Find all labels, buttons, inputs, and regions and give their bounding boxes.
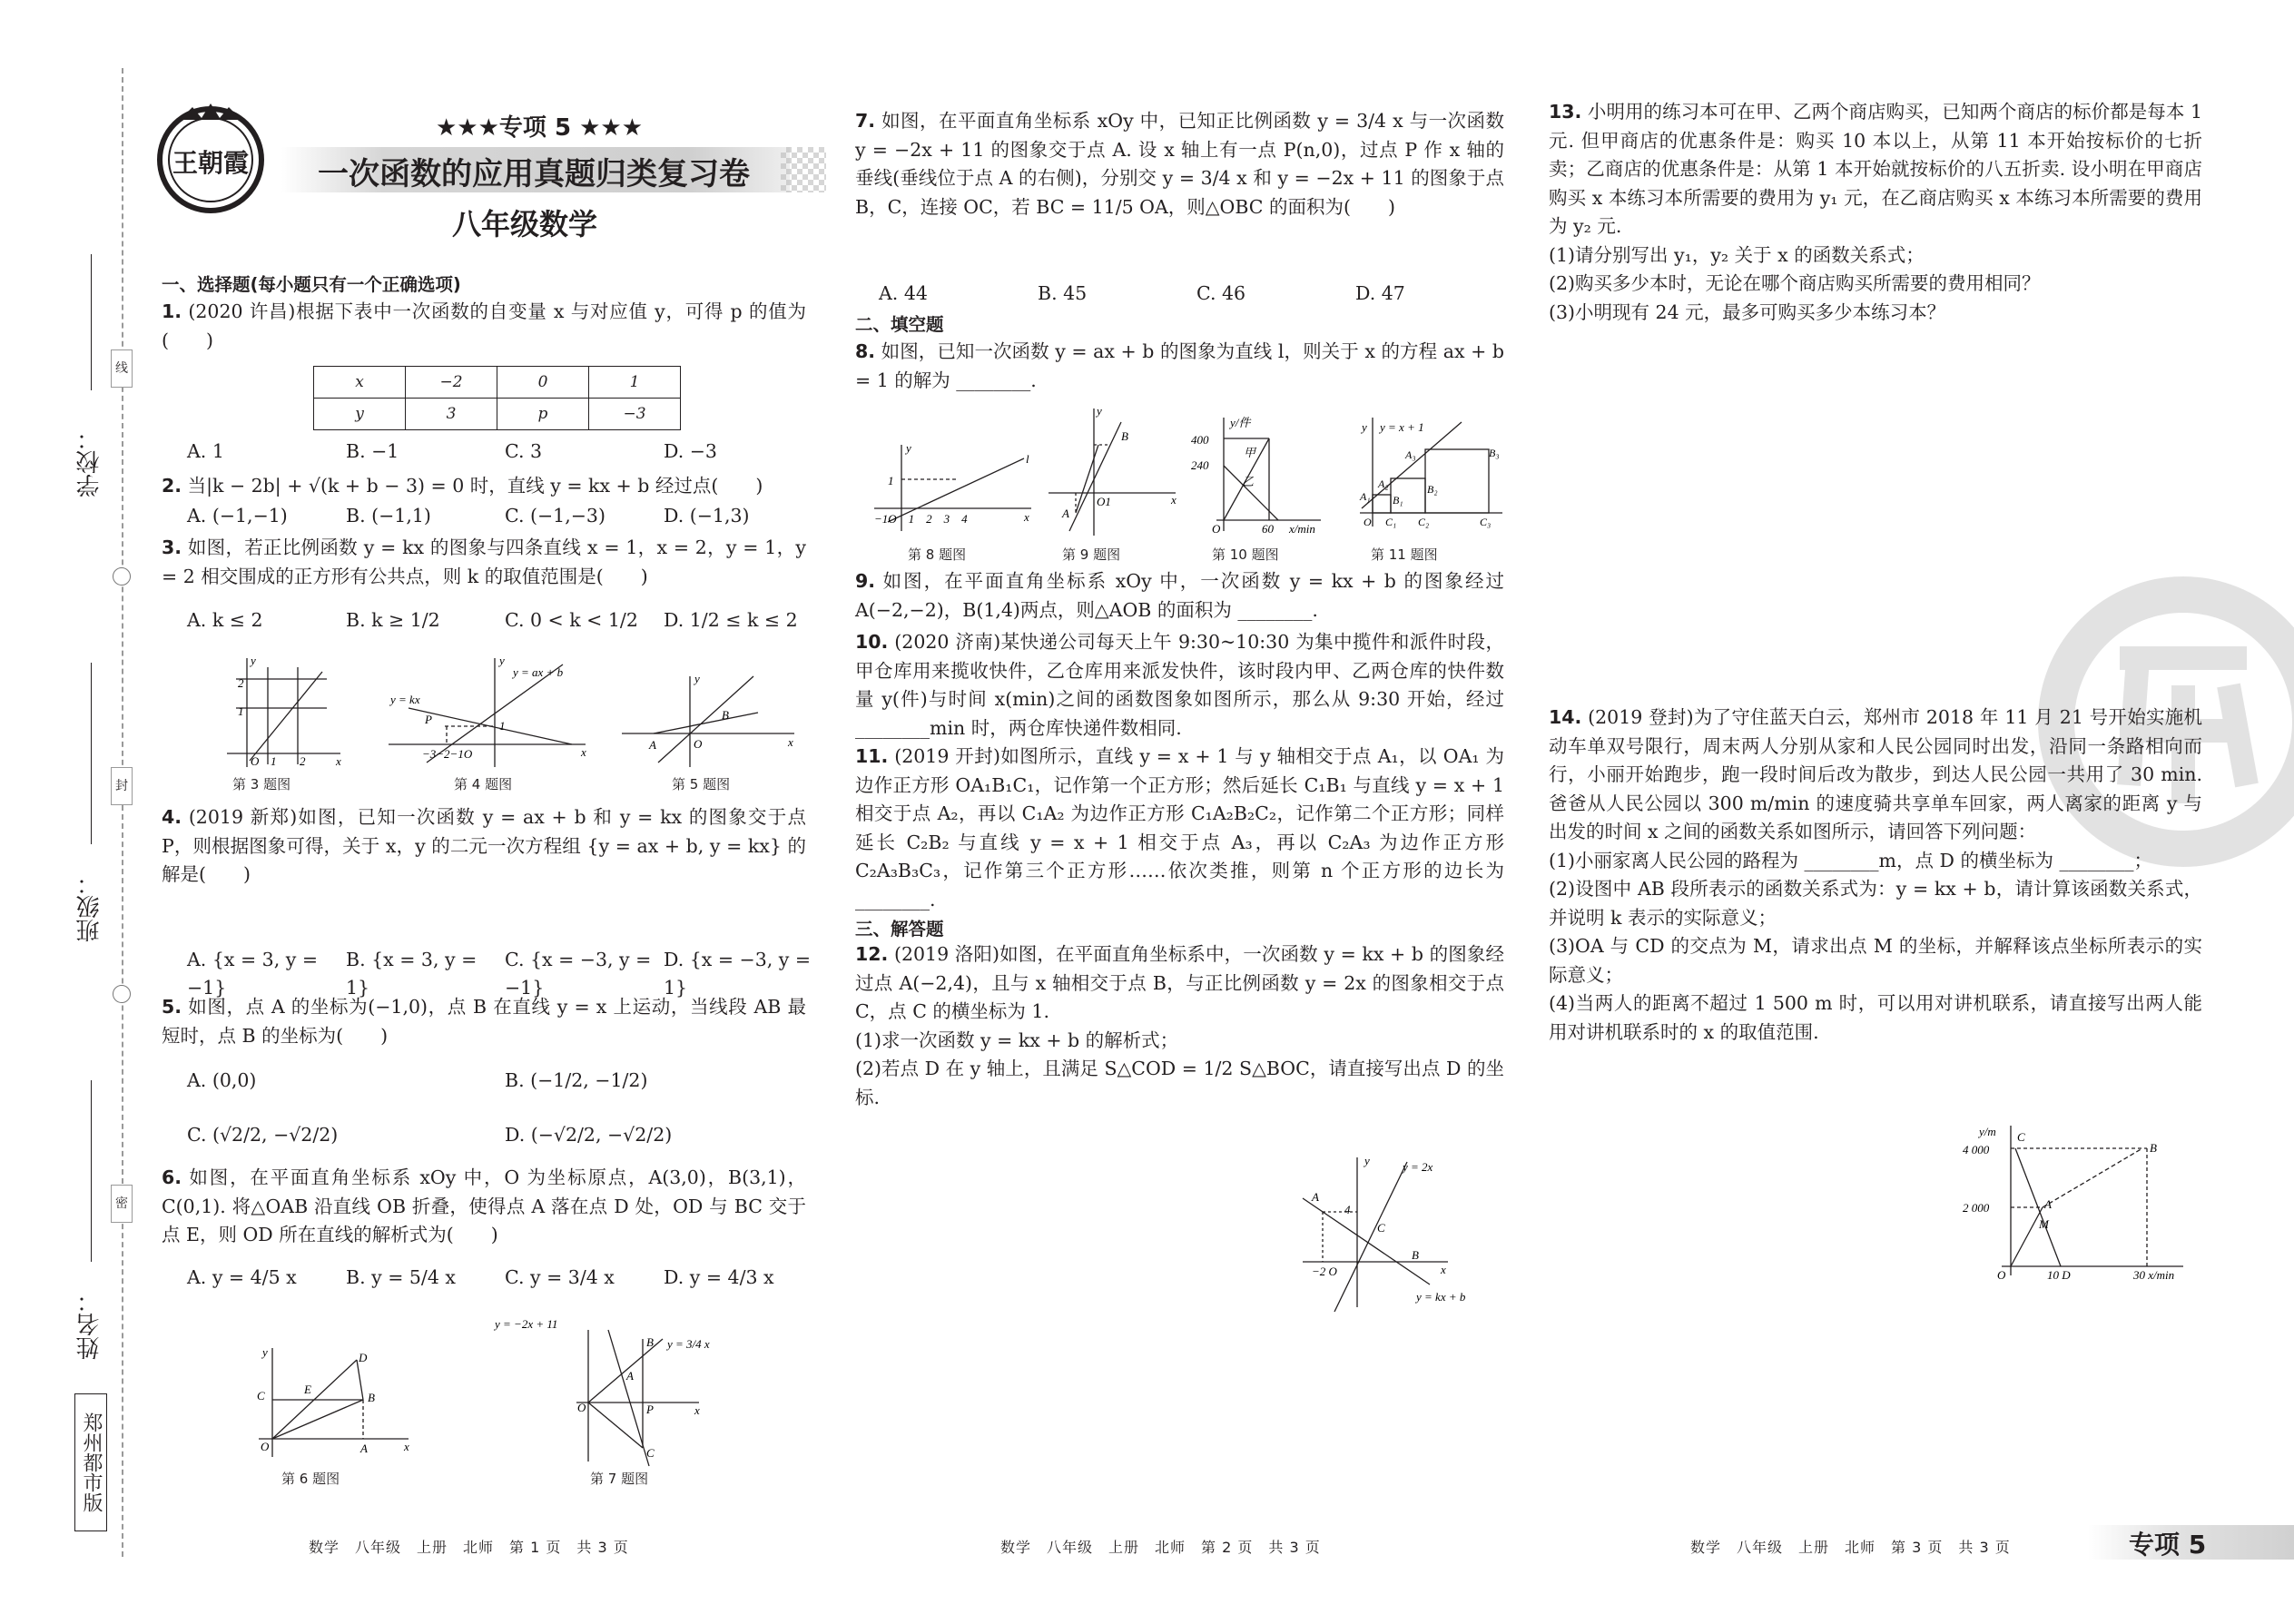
question-number: 14.	[1549, 706, 1582, 728]
title-checker	[781, 147, 826, 192]
svg-text:x: x	[1441, 1263, 1446, 1276]
svg-text:60: 60	[1262, 522, 1274, 536]
question-text: 如图，在平面直角坐标系 xOy 中，一次函数 y = kx + b 的图象经过 A(−2,−2)，B(1,4)两点，则△AOB 的面积为 ________.	[855, 570, 1504, 621]
svg-text:P: P	[425, 713, 432, 726]
value-table	[313, 366, 681, 430]
option-b[interactable]: B. (−1/2, −1/2)	[505, 1069, 648, 1091]
topic-badge: ★★★专项 5 ★★★	[436, 114, 644, 142]
question-text: 如图，在平面直角坐标系 xOy 中，O 为坐标原点，A(3,0)，B(3,1)，C(0,1). 将△OAB 沿直线 OB 折叠，使得点 A 落在点 D 处，OD 与 BC 交于点 E，则 OD 所在直线的解析式为( )	[162, 1166, 806, 1245]
svg-text:B: B	[722, 708, 729, 722]
question-9	[855, 567, 1504, 625]
option-b[interactable]: B. k ≥ 1/2	[346, 609, 440, 631]
svg-text:y: y	[262, 1345, 268, 1359]
question-number: 4.	[162, 806, 182, 828]
edition-label: 郑州都市版	[74, 1393, 107, 1531]
footer-page-2: 数学 八年级 上册 北师 第 2 页 共 3 页	[1000, 1539, 1321, 1556]
svg-text:2: 2	[238, 676, 244, 690]
question-8	[855, 338, 1504, 395]
question-text: 如图，若正比例函数 y = kx 的图象与四条直线 x = 1，x = 2，y = 1，y = 2 相交围成的正方形有公共点，则 k 的取值范围是( )	[162, 536, 806, 587]
figure-6-caption: 第 6 题图	[281, 1471, 340, 1487]
question-13	[1549, 98, 2202, 327]
svg-text:A₂: A₂	[1378, 477, 1389, 490]
option-c[interactable]: C. 3	[505, 440, 543, 462]
question-number: 10.	[855, 631, 889, 653]
option-b[interactable]: B. {x = 3, y = 1}	[346, 949, 478, 999]
footer-page-1: 数学 八年级 上册 北师 第 1 页 共 3 页	[309, 1539, 629, 1556]
question-text: (2019 开封)如图所示，直线 y = x + 1 与 y 轴相交于点 A₁，以 OA₁ 为边作正方形 OA₁B₁C₁，记作第一个正方形；然后延长 C₁B₁ 与直线 y = x + 1 相交于点 A₂，再以 C₁A₂ 为边作正方形 C₁A₂B₂C₂，记作第二个正方形；同样延长 C₂B₂ 与直线 y = x + 1 相交于点 A₃，再以 C₂A₃ 为边作正方形 C₂A₃B₃C₃，记作第三个正方形……依次类推，则第 n 个正方形的边长为 ________.	[855, 745, 1504, 910]
option-c[interactable]: C. (−1,−3)	[505, 505, 605, 527]
svg-text:240: 240	[1191, 458, 1209, 472]
svg-text:−2 O: −2 O	[1312, 1265, 1337, 1278]
question-part: (1)求一次函数 y = kx + b 的解析式；	[855, 1029, 1179, 1051]
figure-4-caption: 第 4 题图	[454, 776, 513, 792]
options-q6	[187, 1264, 822, 1292]
svg-text:x: x	[336, 754, 341, 768]
option-d[interactable]: D. y = 4/3 x	[664, 1266, 774, 1288]
option-d[interactable]: D. (−√2/2, −√2/2)	[505, 1124, 673, 1146]
question-text: 小明用的练习本可在甲、乙两个商店购买，已知两个商店的标价都是每本 1 元. 但甲商店的优惠条件是：购买 10 本以上，从第 11 本开始按标价的七折卖；乙商店的优惠条件是：从第 1 本开始就按标价的八五折卖. 设小明在甲商店购买 x 本练习本所需要的费用为 y₁ 元，在乙商店购买 x 本练习本所需要的费用为 y₂ 元.	[1549, 101, 2202, 237]
question-text: (2020 许昌)根据下表中一次函数的自变量 x 与对应值 y，可得 p 的值为( )	[162, 300, 806, 351]
figure-8-caption: 第 8 题图	[908, 546, 967, 563]
question-6	[162, 1164, 806, 1250]
option-a[interactable]: A. y = 4/5 x	[187, 1266, 297, 1288]
question-text: 如图，已知一次函数 y = ax + b 的图象为直线 l，则关于 x 的方程 ax + b = 1 的解为 ________.	[855, 340, 1504, 391]
svg-text:y = 2x: y = 2x	[1403, 1160, 1433, 1174]
option-c[interactable]: C. 0 < k < 1/2	[505, 609, 638, 631]
question-3	[162, 534, 806, 591]
svg-text:B: B	[1412, 1248, 1419, 1262]
options-q1	[187, 438, 822, 466]
options-q2	[187, 502, 822, 530]
svg-text:P: P	[646, 1403, 654, 1416]
option-a[interactable]: A. 1	[187, 440, 224, 462]
svg-text:y = kx + b: y = kx + b	[1416, 1290, 1466, 1304]
logo	[153, 100, 269, 216]
question-number: 13.	[1549, 101, 1582, 123]
question-part: (2)若点 D 在 y 轴上，且满足 S△COD = 1/2 S△BOC，请直接写出点 D 的坐标.	[855, 1058, 1504, 1108]
option-b[interactable]: B. −1	[346, 440, 399, 462]
question-number: 5.	[162, 996, 182, 1018]
seal-circle-1	[113, 567, 131, 586]
svg-text:A: A	[360, 1442, 368, 1455]
svg-text:C: C	[257, 1389, 265, 1403]
table-cell: −3	[589, 399, 681, 430]
option-c[interactable]: C. (√2/2, −√2/2)	[187, 1124, 339, 1146]
svg-text:A₃: A₃	[1405, 448, 1416, 461]
question-number: 6.	[162, 1166, 182, 1188]
option-a[interactable]: A. {x = 3, y = −1}	[187, 949, 319, 999]
svg-text:A: A	[649, 738, 656, 752]
svg-text:C₂: C₂	[1418, 516, 1430, 528]
svg-text:B₂: B₂	[1427, 483, 1438, 496]
figure-5-caption: 第 5 题图	[672, 776, 731, 792]
figure-10-caption: 第 10 题图	[1212, 546, 1279, 563]
question-part: (1)请分别写出 y₁，y₂ 关于 x 的函数关系式；	[1549, 243, 1925, 266]
svg-text:O: O	[251, 754, 260, 768]
option-a[interactable]: A. (0,0)	[187, 1069, 257, 1091]
svg-text:C: C	[1377, 1221, 1385, 1235]
svg-text:O: O	[261, 1440, 270, 1453]
svg-text:x: x	[1171, 493, 1177, 507]
options-q5-row2	[187, 1121, 822, 1149]
question-5	[162, 993, 806, 1050]
table-cell: 1	[589, 367, 681, 399]
question-text: (2019 洛阳)如图，在平面直角坐标系中，一次函数 y = kx + b 的图象经过点 A(−2,4)，且与 x 轴相交于点 B，与正比例函数 y = 2x 的图象相交于点 C，点 C 的横坐标为 1.	[855, 943, 1504, 1022]
figure-3-caption: 第 3 题图	[232, 776, 291, 792]
option-d[interactable]: D. 47	[1355, 282, 1405, 304]
binding-line	[122, 68, 123, 1557]
footer-tag: 专项 5	[2129, 1530, 2207, 1560]
svg-text:乙: 乙	[1242, 475, 1255, 488]
svg-text:甲: 甲	[1244, 446, 1256, 459]
question-number: 12.	[855, 943, 889, 965]
svg-text:30 x/min: 30 x/min	[2133, 1268, 2175, 1282]
option-a[interactable]: A. 44	[879, 282, 928, 304]
svg-text:x: x	[788, 735, 793, 749]
option-c[interactable]: C. 46	[1196, 282, 1246, 304]
svg-text:B: B	[368, 1391, 375, 1404]
figure-9	[1044, 404, 1180, 540]
svg-text:B: B	[1121, 429, 1128, 443]
svg-text:y: y	[1097, 404, 1102, 418]
svg-text:−3−2−1O: −3−2−1O	[422, 747, 473, 761]
seal-box-2: 封	[111, 767, 133, 805]
question-11	[855, 743, 1504, 914]
name-label: 姓名：	[76, 1289, 103, 1360]
question-text: (2020 济南)某快递公司每天上午 9:30~10:30 为集中揽件和派件时段，甲仓库用来揽收快件，乙仓库用来派发快件，该时段内甲、乙两仓库的快件数量 y(件)与时间 x(min)之间的函数图象如图所示，那么从 9:30 开始，经过 ________min 时，两仓库快递件数相同.	[855, 631, 1504, 739]
option-b[interactable]: B. 45	[1038, 282, 1088, 304]
svg-text:x: x	[581, 745, 586, 759]
question-part: (3)小明现有 24 元，最多可购买多少本练习本？	[1549, 300, 1946, 323]
table-cell: 3	[406, 399, 497, 430]
svg-text:−1O 1 2 3 4: −1O 1 2 3 4	[874, 512, 968, 526]
question-text: 如图，在平面直角坐标系 xOy 中，已知正比例函数 y = 3/4 x 与一次函数 y = −2x + 11 的图象交于点 A. 设 x 轴上有一点 P(n,0)，过点 P 作 x 轴的垂线(垂线位于点 A 的右侧)，分别交 y = 3/4 x 和 y = −2x + 11 的图象于点 B，C，连接 OC，若 BC = 11/5 OA，则△OBC 的面积为( )	[855, 110, 1504, 218]
section-solve: 三、解答题	[855, 919, 944, 940]
svg-text:x: x	[1024, 510, 1029, 524]
option-c[interactable]: C. y = 3/4 x	[505, 1266, 615, 1288]
question-12	[855, 940, 1504, 1112]
question-4	[162, 803, 806, 890]
option-d[interactable]: D. (−1,3)	[664, 505, 750, 527]
option-c[interactable]: C. {x = −3, y = −1}	[505, 949, 652, 999]
figure-6	[250, 1343, 413, 1462]
svg-text:x/min: x/min	[1289, 522, 1315, 536]
svg-text:B: B	[2150, 1141, 2157, 1155]
svg-text:y = −2x + 11: y = −2x + 11	[495, 1317, 558, 1331]
figure-9-caption: 第 9 题图	[1062, 546, 1121, 563]
question-text: 如图，点 A 的坐标为(−1,0)，点 B 在直线 y = x 上运动，当线段 AB 最短时，点 B 的坐标为( )	[162, 996, 806, 1047]
svg-text:E: E	[304, 1383, 311, 1396]
svg-text:y: y	[499, 654, 505, 667]
question-number: 2.	[162, 475, 182, 497]
svg-text:x: x	[694, 1403, 700, 1417]
question-part: (2)设图中 AB 段所表示的函数关系式为：y = kx + b，请计算该函数关系式，并说明 k 表示的实际意义；	[1549, 878, 2202, 929]
svg-text:4 000: 4 000	[1963, 1143, 1990, 1156]
svg-text:C: C	[646, 1446, 655, 1460]
figure-12	[1285, 1148, 1511, 1316]
figure-10	[1189, 413, 1325, 540]
svg-text:10 D: 10 D	[2047, 1268, 2071, 1282]
footer-page-3: 数学 八年级 上册 北师 第 3 页 共 3 页	[1690, 1539, 2011, 1556]
svg-text:C: C	[2017, 1130, 2025, 1144]
figure-7-caption: 第 7 题图	[590, 1471, 649, 1487]
school-line	[91, 254, 92, 390]
svg-text:O: O	[577, 1401, 586, 1414]
figure-3	[218, 654, 345, 772]
class-line	[91, 663, 92, 844]
svg-text:B₁: B₁	[1393, 494, 1403, 507]
svg-text:2: 2	[300, 754, 306, 768]
svg-text:O: O	[1997, 1268, 2006, 1282]
svg-text:1: 1	[499, 719, 506, 733]
name-line	[91, 1080, 92, 1262]
figure-7	[490, 1312, 744, 1471]
question-number: 1.	[162, 300, 182, 322]
options-q5-row1	[187, 1067, 822, 1095]
figure-11	[1353, 413, 1507, 540]
table-cell: p	[497, 399, 589, 430]
question-1	[162, 298, 806, 355]
table-cell: y	[314, 399, 406, 430]
seal-box-1: 线	[111, 349, 133, 388]
svg-text:A: A	[2044, 1197, 2052, 1211]
question-number: 11.	[855, 745, 889, 767]
svg-text:y = 3/4 x: y = 3/4 x	[667, 1337, 710, 1351]
section-fill: 二、填空题	[855, 314, 944, 335]
svg-text:O1: O1	[1097, 495, 1111, 508]
question-number: 9.	[855, 570, 876, 592]
figure-5	[617, 672, 799, 772]
svg-text:y: y	[1362, 420, 1367, 434]
svg-text:y/件: y/件	[1230, 416, 1251, 429]
svg-text:1: 1	[238, 704, 244, 718]
svg-text:y: y	[906, 441, 911, 455]
options-q3	[187, 606, 822, 635]
class-label: 班级：	[76, 871, 103, 942]
section-choice: 一、选择题(每小题只有一个正确选项)	[162, 274, 461, 295]
svg-text:y/m: y/m	[1979, 1125, 1996, 1138]
logo-text: 王朝霞	[172, 148, 249, 178]
svg-text:y = x + 1: y = x + 1	[1380, 420, 1424, 434]
svg-text:A: A	[1062, 507, 1069, 520]
table-cell: −2	[406, 367, 497, 399]
svg-text:2 000: 2 000	[1963, 1201, 1990, 1215]
question-text: (2019 登封)为了守住蓝天白云，郑州市 2018 年 11 月 21 号开始实施机动车单双号限行，周末两人分别从家和人民公园同时出发，沿同一条路相向而行，小丽开始跑步，跑一段时间后改为散步，到达人民公园一共用了 30 min. 爸爸从人民公园以 300 m/min 的速度骑共享单车回家，两人离家的距离 y 与出发的时间 x 之间的函数关系如图所示，请回答下列问题：	[1549, 706, 2202, 842]
question-part: (2)购买多少本时，无论在哪个商店购买所需要的费用相同？	[1549, 272, 2041, 294]
svg-text:O: O	[1212, 522, 1221, 536]
page-title: 一次函数的应用真题归类复习卷	[318, 156, 750, 192]
option-a[interactable]: A. (−1,−1)	[187, 505, 288, 527]
question-10	[855, 628, 1504, 743]
svg-text:y = ax + b: y = ax + b	[513, 665, 564, 679]
svg-text:A: A	[626, 1369, 634, 1383]
svg-text:M: M	[2039, 1217, 2049, 1231]
question-part: (4)当两人的距离不超过 1 500 m 时，可以用对讲机联系，请直接写出两人能用对讲机联系时的 x 的取值范围.	[1549, 992, 2202, 1043]
svg-text:4: 4	[1344, 1203, 1351, 1216]
svg-text:y: y	[251, 654, 256, 667]
question-number: 8.	[855, 340, 876, 362]
figure-4	[381, 654, 590, 772]
question-part: (3)OA 与 CD 的交点为 M，请求出点 M 的坐标，并解释该点坐标所表示的实际意义；	[1549, 935, 2202, 986]
question-number: 3.	[162, 536, 182, 558]
svg-text:B₃: B₃	[1489, 447, 1500, 459]
svg-text:D: D	[359, 1351, 368, 1364]
option-d[interactable]: D. −3	[664, 440, 717, 462]
question-number: 7.	[855, 110, 876, 132]
svg-text:O: O	[1364, 516, 1372, 528]
question-14	[1549, 704, 2202, 1047]
svg-text:y: y	[694, 672, 700, 685]
seal-box-3: 密	[111, 1185, 133, 1223]
figure-8	[870, 436, 1033, 536]
svg-text:1: 1	[271, 754, 277, 768]
svg-text:1: 1	[888, 474, 894, 487]
svg-text:A₁: A₁	[1360, 490, 1371, 503]
svg-text:O: O	[694, 737, 703, 751]
question-part: (1)小丽家离人民公园的路程为 ________m，点 D 的横坐标为 ________；	[1549, 849, 2152, 871]
option-a[interactable]: A. k ≤ 2	[187, 609, 263, 631]
figure-14	[1961, 1121, 2206, 1284]
figure-11-caption: 第 11 题图	[1371, 546, 1438, 563]
svg-text:x: x	[404, 1440, 409, 1453]
question-2	[162, 472, 806, 501]
svg-text:400: 400	[1191, 433, 1209, 447]
option-d[interactable]: D. 1/2 ≤ k ≤ 2	[664, 609, 798, 631]
table-cell: x	[314, 367, 406, 399]
svg-text:B: B	[646, 1335, 654, 1349]
question-text: 当|k − 2b| + √(k + b − 3) = 0 时，直线 y = kx + b 经过点( )	[187, 475, 763, 497]
option-b[interactable]: B. y = 5/4 x	[346, 1266, 456, 1288]
school-label: 学校：	[76, 427, 103, 497]
svg-text:l: l	[1026, 452, 1029, 466]
svg-text:C₃: C₃	[1480, 516, 1492, 528]
options-q7	[879, 280, 1514, 308]
svg-text:A: A	[1312, 1190, 1319, 1204]
option-d[interactable]: D. {x = −3, y = 1}	[664, 949, 812, 999]
page-subtitle: 八年级数学	[452, 207, 598, 241]
question-text: (2019 新郑)如图，已知一次函数 y = ax + b 和 y = kx 的图象交于点 P，则根据图象可得，关于 x，y 的二元一次方程组 {y = ax + b, y = kx} 的解是( )	[162, 806, 806, 885]
svg-text:y: y	[1364, 1154, 1370, 1167]
seal-circle-2	[113, 985, 131, 1003]
option-b[interactable]: B. (−1,1)	[346, 505, 431, 527]
svg-text:y = kx: y = kx	[390, 693, 420, 706]
table-cell: 0	[497, 367, 589, 399]
svg-text:C₁: C₁	[1385, 516, 1397, 528]
question-7	[855, 107, 1504, 221]
